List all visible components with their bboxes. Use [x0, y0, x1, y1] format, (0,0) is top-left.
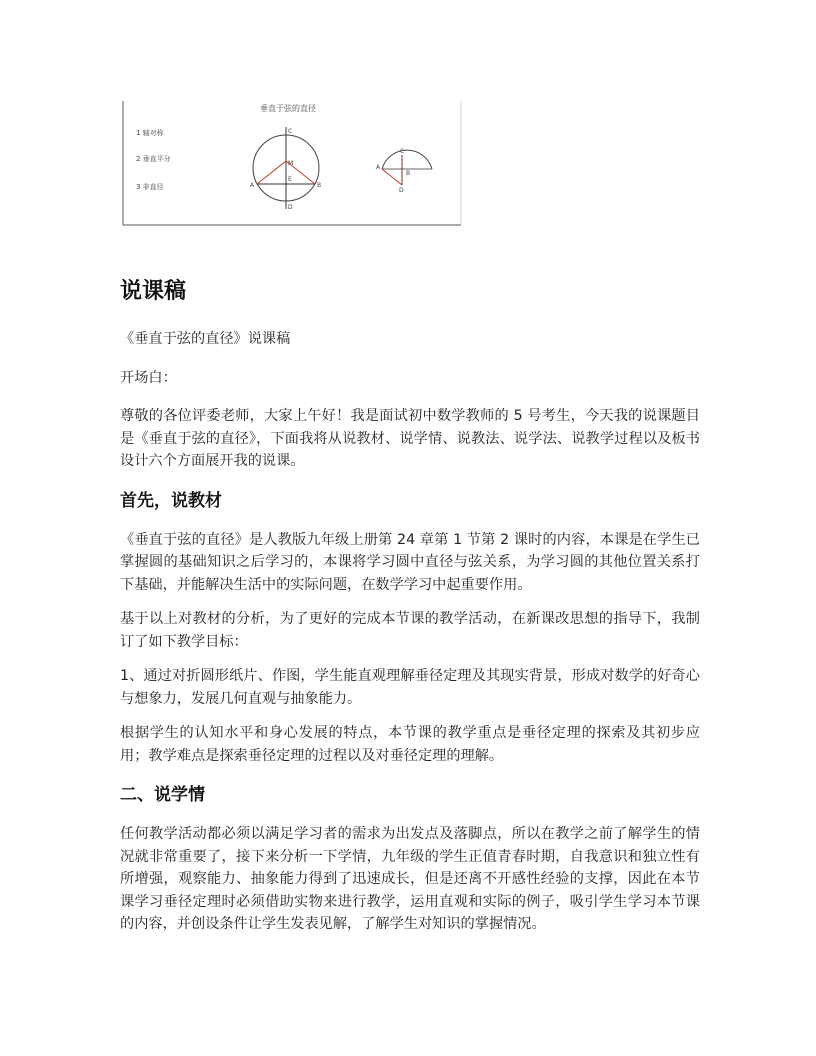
- small-label-c: C: [400, 148, 405, 155]
- big-label-a: A: [250, 182, 255, 189]
- opening-label: 开场白：: [120, 369, 177, 386]
- section1-paragraph-1: 《垂直于弦的直径》是人教版九年级上册第 24 章第 1 节第 2 课时的内容，本课是在学生已掌握圆的基础知识之后学习的，本课将学习圆中直径与弦关系，为学习圆的其他位置关系打下基础，并能解决生活中的实际问题，在数学学习中起重要作用。: [120, 531, 700, 593]
- figure-item-3: 3 非直径: [136, 183, 164, 191]
- opening-text: 尊敬的各位评委老师，大家上午好！我是面试初中数学教师的 5 号考生，今天我的说课题目是《垂直于弦的直径》，下面我将从说教材、说学情、说教法、说学法、说教学过程以及板书设计六个方面展开我的说课。: [120, 408, 700, 469]
- figure-item-2: 2 垂直平分: [136, 155, 171, 163]
- section1-paragraph-4: 根据学生的认知水平和身心发展的特点，本节课的教学重点是垂径定理的探索及其初步应用；教学难点是探索垂径定理的过程以及对垂径定理的理解。: [120, 725, 700, 764]
- big-label-d: D: [288, 204, 293, 211]
- big-label-c: C: [288, 128, 293, 135]
- section2-paragraph-1: 任何教学活动都必须以满足学习者的需求为出发点及落脚点，所以在教学之前了解学生的情况就非常重要了，接下来分析一下学情，九年级的学生正值青春时期，自我意识和独立性有所增强，观察能力、抽象能力得到了迅速成长，但是还离不开感性经验的支撑，因此在本节课学习垂径定理时必须借助实物来进行教学，运用直观和实际的例子，吸引学生学习本节课的内容，并创设条件让学生发表见解，了解学生对知识的掌握情况。: [120, 826, 700, 932]
- blackboard-figure: [120, 97, 464, 229]
- big-radius-left: [257, 161, 286, 184]
- figure-title: 垂直于弦的直径: [260, 104, 316, 113]
- big-label-m: M: [288, 160, 294, 167]
- big-label-e: E: [288, 176, 292, 183]
- figure-item-1: 1 轴对称: [136, 129, 164, 137]
- section1-heading: 首先，说教材: [120, 490, 222, 511]
- big-label-b: B: [317, 182, 322, 189]
- small-label-d: D: [399, 187, 404, 194]
- small-label-b: B: [406, 170, 411, 177]
- doc-subtitle: 《垂直于弦的直径》说课稿: [120, 331, 291, 347]
- figure-svg: [120, 97, 464, 229]
- doc-title: 说课稿: [120, 279, 187, 304]
- small-red-left: [382, 169, 402, 185]
- section1-paragraph-2: 基于以上对教材的分析，为了更好的完成本节课的教学活动，在新课改思想的指导下，我制订了如下教学目标：: [120, 611, 700, 650]
- section2-heading: 二、说学情: [120, 785, 205, 805]
- small-label-a: A: [376, 164, 381, 171]
- document-body: [120, 272, 700, 936]
- section1-paragraph-3: 1、通过对折圆形纸片、作图，学生能直观理解垂径定理及其现实背景，形成对数学的好奇心与想象力，发展几何直观与抽象能力。: [120, 668, 700, 707]
- small-arc: [382, 150, 432, 169]
